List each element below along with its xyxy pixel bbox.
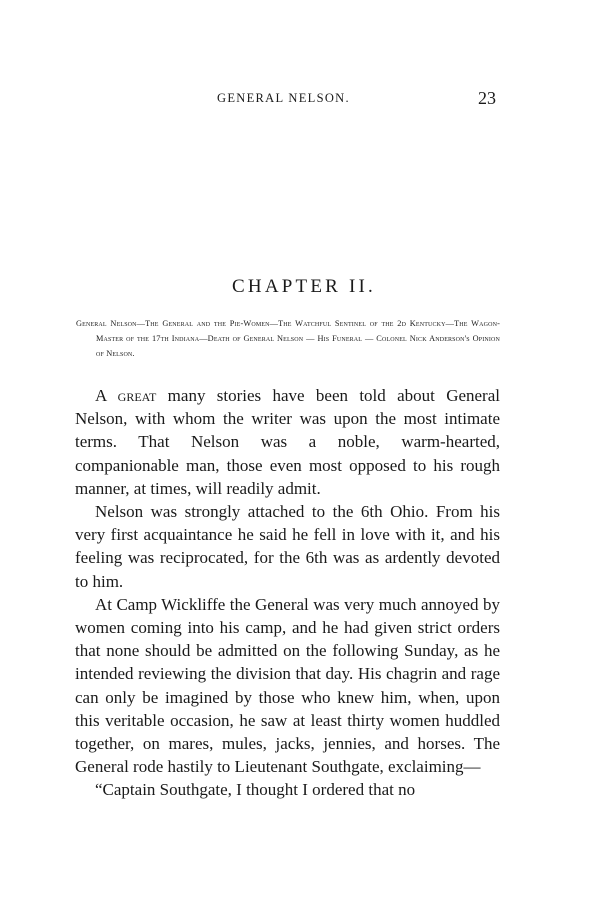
chapter-synopsis: General Nelson—The General and the Pie-Women—The Watchful Sentinel of the 2d Kentucky—The Wagon-Master of the 17th Indiana—Death of General Nelson — His Funeral — Colonel Nick Anderson's Opinion of Nelson.	[76, 319, 500, 359]
running-title: GENERAL NELSON.	[217, 91, 350, 105]
paragraph: Nelson was strongly attached to the 6th Ohio. From his very first acquaintance he said he fell in love with it, and his feeling was reciprocated, for the 6th was as ardently devoted to him.	[75, 502, 500, 591]
running-head	[0, 88, 590, 113]
paragraph: At Camp Wickliffe the General was very much annoyed by women coming into his camp, and he had given strict orders that none should be admitted on the following Sunday, as he intended reviewing the division that day. His chagrin and rage can only be imagined by those who knew him, when, upon this veritable occasion, he saw at least thirty women huddled together, on mares, mules, jacks, jennies, and horses. The General rode hastily to Lieutenant Southgate, exclaiming—	[75, 594, 500, 777]
body-text	[75, 384, 500, 802]
paragraph	[75, 384, 500, 500]
page-number: 23	[478, 88, 496, 108]
paragraph-text: many stories have been told about General Nelson, with whom the writer was upon the most intimate terms. That Nelson was a noble, warm-hearted, companionable man, those even most opposed to his rough manner, at times, will readily admit.	[75, 386, 500, 498]
paragraph: “Captain Southgate, I thought I ordered that no	[95, 780, 416, 800]
chapter-heading: CHAPTER II.	[232, 276, 376, 297]
paragraph-lead-in: A great	[95, 386, 157, 405]
